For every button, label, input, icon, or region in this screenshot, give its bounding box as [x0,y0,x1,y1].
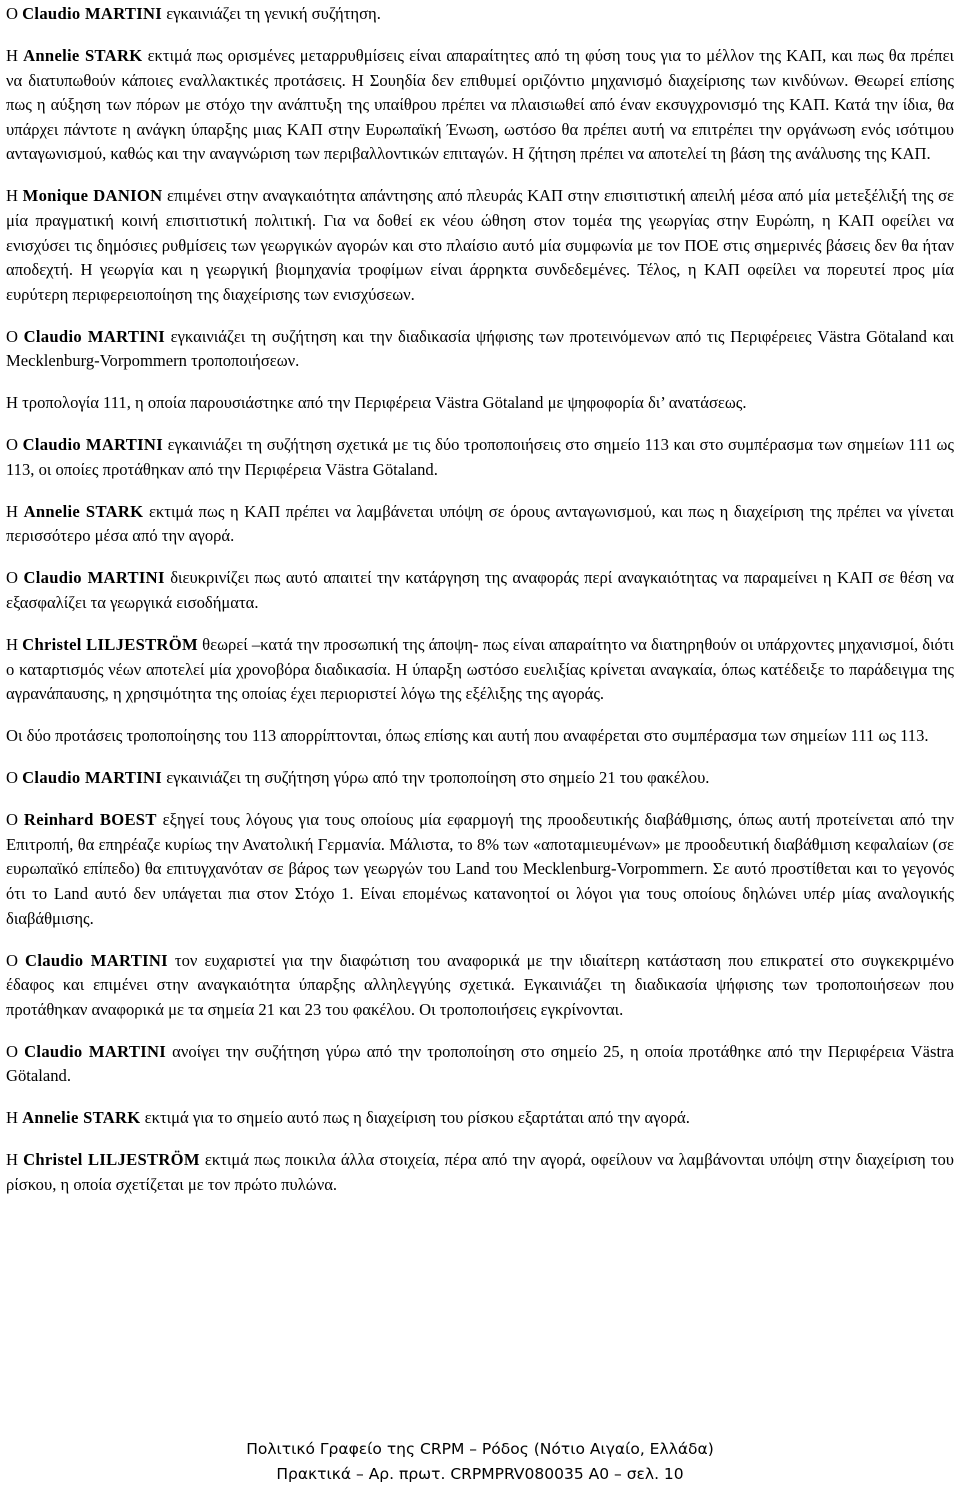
paragraph: Η Annelie STARK εκτιμά για το σημείο αυτό πως η διαχείριση του ρίσκου εξαρτάται από την αγορά. [6,1108,690,1128]
speaker-name: Christel LILJESTRÖM [23,1150,200,1170]
speaker-name: Annelie STARK [22,1108,141,1128]
speaker-name: Claudio MARTINI [24,1041,167,1061]
speaker-name: Reinhard BOEST [23,810,157,830]
speaker-name: Claudio MARTINI [23,568,165,588]
page-footer [0,1437,960,1487]
paragraph: Οι δύο προτάσεις τροποποίησης του 113 απορρίπτονται, όπως επίσης και αυτή που αναφέρεται στο συμπέρασμα των σημείων 111 ως 113. [6,726,929,746]
paragraph: Ο Claudio MARTINI εγκαινιάζει τη συζήτηση και την διαδικασία ψήφισης των προτεινόμενων από τις Περιφέρειες Västra Götaland και Mecklenburg-Vorpommern τροποποιήσεων. [6,326,954,371]
paragraph: Η Christel LILJESTRÖM εκτιμά πως ποικιλα άλλα στοιχεία, πέρα από την αγορά, οφείλουν να λαμβάνονται υπόψη στην διαχείριση του ρίσκου, η οποία σχετίζεται με τον πρώτο πυλώνα. [6,1150,954,1194]
footer-line-2: Πρακτικά – Αρ. πρωτ. CRPMPRV080035 A0 – σελ. 10 [276,1465,684,1483]
paragraph: Η τροπολογία 111, η οποία παρουσιάστηκε από την Περιφέρεια Västra Götaland με ψηφοφορία δι’ ανατάσεως. [6,393,747,413]
speaker-name: Monique DANION [22,186,163,206]
paragraph: Ο Claudio MARTINI διευκρινίζει πως αυτό απαιτεί την κατάργηση της αναφοράς περί αναγκαιότητας να παραμείνει η ΚΑΠ σε θέση να εξασφαλίζει τα γεωργικά εισοδήματα. [6,568,954,613]
footer-line-1: Πολιτικό Γραφείο της CRPM – Ρόδος (Νότιο Αιγαίο, Ελλάδα) [246,1440,714,1458]
speaker-name: Claudio MARTINI [22,4,163,23]
paragraph: Η Monique DANION επιμένει στην αναγκαιότητα απάντησης από πλευράς ΚΑΠ στην επισιτιστική απειλή μέσα από μία μετεξέλιξή της σε μία πραγματική κοινή επισιτιστική πολιτική. Για να δοθεί εκ νέου ώθηση στον τομέα της γεωργίας στην Ευρώπη, η ΚΑΠ οφείλει να ενισχύσει τις δημόσιες ρυθμίσεις των γεωργικών αγορών και στο πλαίσιο αυτό μία συμφωνία με τον ΠΟΕ στις σημερινές βάσεις δεν θα ήταν αποδεχτή. Η γεωργία και η γεωργική βιομηχανία τροφίμων είναι άρρηκτα συνδεδεμένες. Τέλος, η ΚΑΠ οφείλει να πορευτεί προς μία ευρύτερη περιφερειοποίηση της διαχείρισης των ενισχύσεων. [6,186,954,304]
paragraph: Ο Claudio MARTINI εγκαινιάζει τη συζήτηση σχετικά με τις δύο τροποποιήσεις στο σημείο 113 και στο συμπέρασμα των σημείων 111 ως 113, οι οποίες προτάθηκαν από την Περιφέρεια Västra Götaland. [6,435,954,479]
paragraph: Ο Claudio MARTINI ανοίγει την συζήτηση γύρω από την τροποποίηση στο σημείο 25, η οποία προτάθηκε από την Περιφέρεια Västra Götaland. [6,1041,955,1086]
speaker-name: Claudio MARTINI [25,950,168,970]
paragraph: Η Annelie STARK εκτιμά πως ορισμένες μεταρρυθμίσεις είναι απαραίτητες από τη φύση τους για το μέλλον της ΚΑΠ, και πως θα πρέπει να διατυπωθούν κάποιες εναλλακτικές προτάσεις. Η Σουηδία δεν επιθυμεί οριζόντιο μηχανισμό διαχείρισης των κινδύνων. Θεωρεί επίσης πως η αύξηση των πόρων με στόχο την ανάπτυξη της υπαίθρου πρέπει να πλαισιωθεί από έναν εκσυγχρονισμό της ΚΑΠ. Κατά την ίδια, θα υπάρχει πάντοτε η ανάγκη ύπαρξης μιας ΚΑΠ στην Ευρωπαϊκή Ένωση, ωστόσο θα πρέπει αυτή να επιτρέπει την οργάνωση ενός ισότιμου ανταγωνισμού, καθώς και την αναγνώριση των περιβαλλοντικών επιταγών. Η ζήτηση πρέπει να αποτελεί τη βάση της ανάλυσης της ΚΑΠ. [6,45,955,164]
paragraph: Ο Claudio MARTINI εγκαινιάζει τη γενική συζήτηση. [6,4,381,23]
speaker-name: Claudio MARTINI [23,326,165,346]
speaker-name: Claudio MARTINI [22,435,163,455]
paragraph: Ο Claudio MARTINI τον ευχαριστεί για την διαφώτιση του αναφορικά με την ιδιαίτερη κατάσταση που επικρατεί στο συγκεκριμένο έδαφος και επιμένει στην αναγκαιότητα ύπαρξης αλληλεγγύης σχετικά. Εγκαινιάζει τη διαδικασία ψήφισης των τροποποιήσεων που προτάθηκαν αναφορικά με τα σημεία 21 και 23 του φακέλου. Οι τροποποιήσεις εγκρίνονται. [6,950,954,1019]
paragraph: Ο Claudio MARTINI εγκαινιάζει τη συζήτηση γύρω από την τροποποίηση στο σημείο 21 του φακέλου. [6,768,710,788]
paragraph: Η Christel LILJESTRÖM θεωρεί –κατά την προσωπική της άποψη- πως είναι απαραίτητο να διατηρηθούν οι υπάρχοντες μηχανισμοί, διότι ο καταρτισμός νέων αποτελεί μία χρονοβόρα διαδικασία. Η ύπαρξη ωστόσο ευελιξίας κρίνεται αναγκαία, όπως κατέδειξε το παράδειγμα της αγρανάπαυσης, η χρησιμότητα της οποίας έχει περιοριστεί λόγω της εξέλιξης της αγοράς. [6,635,954,704]
speaker-name: Annelie STARK [23,501,144,521]
speaker-name: Annelie STARK [23,45,143,65]
document-body [6,2,954,1215]
paragraph: Η Annelie STARK εκτιμά πως η ΚΑΠ πρέπει να λαμβάνεται υπόψη σε όρους ανταγωνισμού, και πως η διαχείριση της πρέπει να γίνεται περισσότερο μέσα από την αγορά. [6,501,954,546]
speaker-name: Claudio MARTINI [22,768,163,788]
paragraph: Ο Reinhard BOEST εξηγεί τους λόγους για τους οποίους μία εφαρμογή της προοδευτικής διαβάθμισης, όπως αυτή προτείνεται από την Επιτροπή, θα επηρέαζε κυρίως την Ανατολική Γερμανία. Μάλιστα, το 8% των «αποταμιευμένων» με προοδευτική διαβάθμιση κεφαλαίων (σε ευρωπαϊκό επίπεδο) θα επιτυγχανόταν σε βάρος των γεωργών του Land του Mecklenburg-Vorpommern. Σε αυτό προστίθεται και το γεγονός ότι το Land αυτό δεν υπάγεται πια στον Στόχο 1. Είναι επομένως κατανοητοί οι λόγοι για τους οποίους δηλώνει υπέρ μίας αναλογικής διαβάθμισης. [6,810,954,928]
speaker-name: Christel LILJESTRÖM [22,635,198,654]
